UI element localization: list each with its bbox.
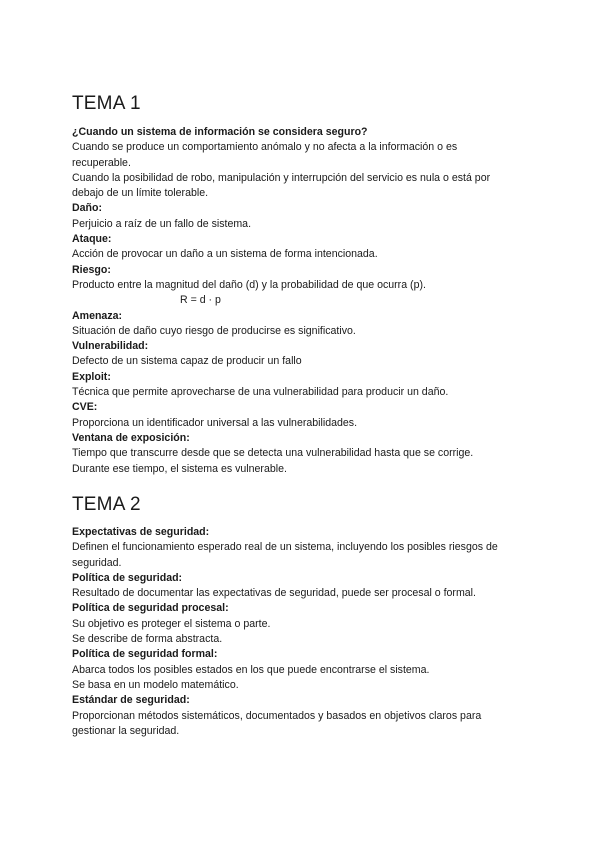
term-exploit: Exploit:: [72, 370, 111, 383]
term-politica-procesal: Política de seguridad procesal:: [72, 602, 229, 615]
risk-formula: R = d · p: [180, 294, 221, 307]
definition-politica-seguridad: Resultado de documentar las expectativas de seguridad, puede ser procesal o formal.: [72, 587, 476, 600]
definition-vulnerabilidad: Defecto de un sistema capaz de producir un fallo: [72, 355, 302, 368]
definition-estandar: gestionar la seguridad.: [72, 724, 180, 737]
term-riesgo: Riesgo:: [72, 263, 111, 276]
definition-ventana-exposicion: Durante ese tiempo, el sistema es vulnerable.: [72, 462, 287, 475]
answer-line: Cuando la posibilidad de robo, manipulación y interrupción del servicio es nula o está por: [72, 171, 491, 184]
question-heading: ¿Cuando un sistema de información se considera seguro?: [72, 126, 368, 138]
answer-line: debajo de un límite tolerable.: [72, 187, 209, 200]
term-ataque: Ataque:: [72, 233, 112, 246]
definition-expectativas: Definen el funcionamiento esperado real de un sistema, incluyendo los posibles riesgos de: [72, 541, 498, 554]
definition-expectativas: seguridad.: [72, 556, 122, 569]
definition-cve: Proporciona un identificador universal a las vulnerabilidades.: [72, 416, 358, 429]
term-estandar: Estándar de seguridad:: [72, 694, 190, 707]
term-politica-seguridad: Política de seguridad:: [72, 571, 183, 584]
definition-politica-formal: Se basa en un modelo matemático.: [72, 678, 239, 691]
term-politica-formal: Política de seguridad formal:: [72, 648, 218, 661]
term-dano: Daño:: [72, 202, 103, 215]
tema-1-heading: TEMA 1: [72, 93, 141, 114]
tema-2-content: [72, 525, 532, 739]
term-amenaza: Amenaza:: [72, 309, 123, 322]
answer-line: Cuando se produce un comportamiento anómalo y no afecta a la información o es: [72, 141, 458, 154]
tema-2-heading: TEMA 2: [72, 494, 141, 515]
definition-politica-formal: Abarca todos los posibles estados en los que puede encontrarse el sistema.: [72, 663, 430, 676]
definition-amenaza: Situación de daño cuyo riesgo de producirse es significativo.: [72, 324, 356, 337]
term-ventana-exposicion: Ventana de exposición:: [72, 431, 190, 444]
term-cve: CVE:: [72, 401, 98, 414]
definition-ataque: Acción de provocar un daño a un sistema de forma intencionada.: [72, 248, 378, 261]
term-expectativas: Expectativas de seguridad:: [72, 526, 210, 538]
tema-1-content: [72, 125, 532, 477]
answer-line: recuperable.: [72, 156, 131, 169]
definition-riesgo: Producto entre la magnitud del daño (d) y la probabilidad de que ocurra (p).: [72, 278, 426, 291]
definition-dano: Perjuicio a raíz de un fallo de sistema.: [72, 217, 252, 230]
definition-exploit: Técnica que permite aprovecharse de una vulnerabilidad para producir un daño.: [72, 386, 449, 399]
definition-politica-procesal: Se describe de forma abstracta.: [72, 633, 223, 646]
definition-politica-procesal: Su objetivo es proteger el sistema o parte.: [72, 617, 271, 630]
term-vulnerabilidad: Vulnerabilidad:: [72, 340, 149, 353]
definition-ventana-exposicion: Tiempo que transcurre desde que se detecta una vulnerabilidad hasta que se corrige.: [72, 447, 474, 460]
definition-estandar: Proporcionan métodos sistemáticos, documentados y basados en objetivos claros para: [72, 709, 482, 722]
